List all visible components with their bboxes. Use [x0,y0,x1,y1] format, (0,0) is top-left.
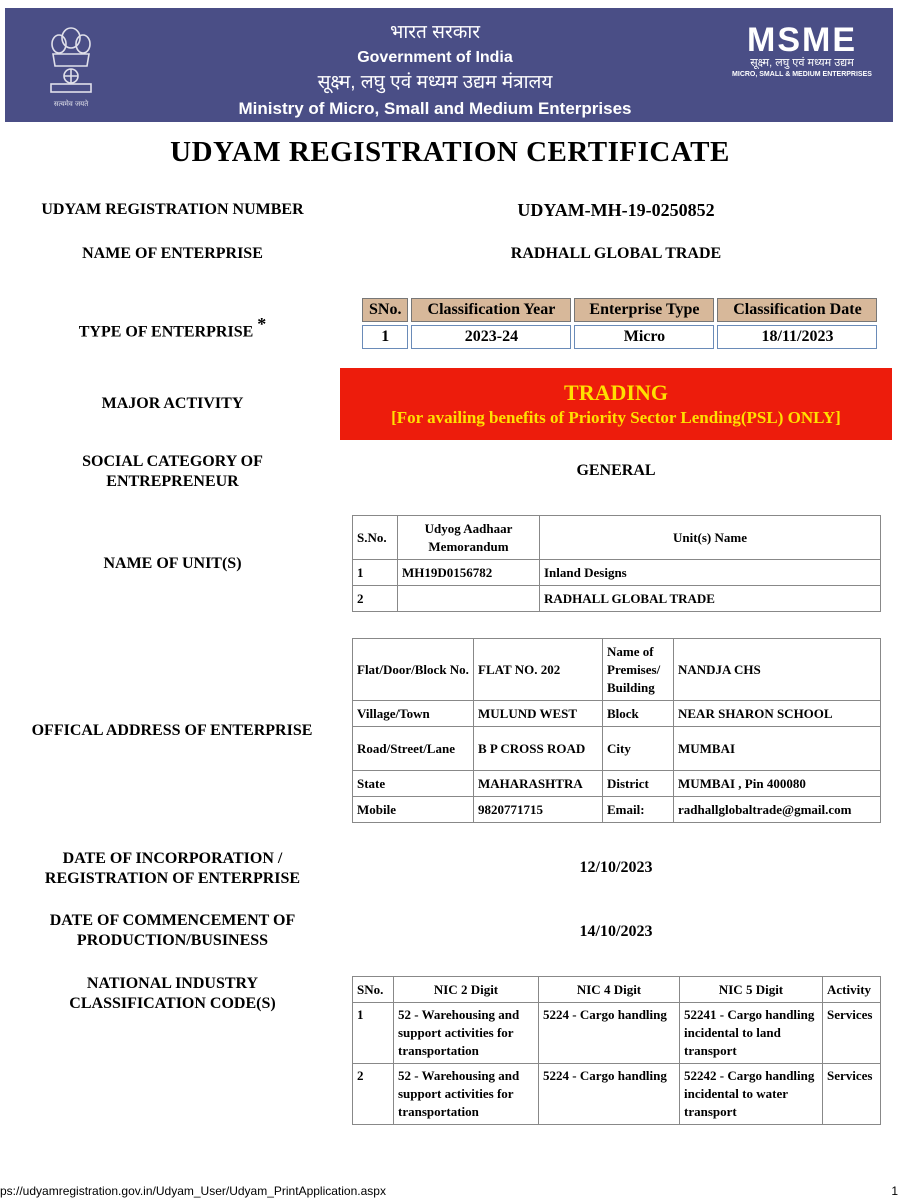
classification-header-type: Enterprise Type [574,298,714,322]
address-field-label: Name of Premises/ Building [603,639,674,701]
nic-row-2digit: 52 - Warehousing and support activities for transportation [394,1064,539,1125]
major-activity-value: TRADING [564,380,668,405]
units-header-unit-name: Unit(s) Name [540,516,881,560]
address-field-label: Email: [603,797,674,823]
address-row [353,727,881,771]
units-label: NAME OF UNIT(S) [103,555,242,572]
address-field-label: Village/Town [353,701,474,727]
address-field-value: MUMBAI [674,727,881,771]
address-field-value: MUMBAI , Pin 400080 [674,771,881,797]
hindi-ministry-title: सूक्ष्म, लघु एवं मध्यम उद्यम मंत्रालय [317,72,553,93]
units-row-name: RADHALL GLOBAL TRADE [540,586,881,612]
commencement-date-value: 14/10/2023 [579,923,653,940]
nic-header-row [353,977,881,1003]
units-row-sno: 1 [353,560,398,586]
units-row [353,586,881,612]
units-row [353,560,881,586]
major-activity-note: [For availing benefits of Priority Sector Lending(PSL) ONLY] [391,408,841,427]
nic-codes-label: NATIONAL INDUSTRY CLASSIFICATION CODE(S) [69,975,276,1012]
address-row [353,639,881,701]
nic-row-5digit: 52242 - Cargo handling incidental to water transport [680,1064,823,1125]
nic-row-activity: Services [823,1003,881,1064]
government-header-banner [5,8,893,122]
nic-row-2digit: 52 - Warehousing and support activities for transportation [394,1003,539,1064]
social-category-label: SOCIAL CATEGORY OF ENTREPRENEUR [82,453,263,490]
units-row-name: Inland Designs [540,560,881,586]
enterprise-type-label-text: TYPE OF ENTERPRISE [78,323,254,341]
classification-enterprise-type: Micro [574,325,714,349]
address-field-label: Block [603,701,674,727]
nic-row-sno: 1 [353,1003,394,1064]
nic-header-5digit: NIC 5 Digit [680,977,823,1003]
nic-row [353,1003,881,1064]
english-government-title: Government of India [357,49,513,66]
registration-number-label: UDYAM REGISTRATION NUMBER [41,201,304,218]
units-header-memorandum: Udyog Aadhaar Memorandum [398,516,540,560]
classification-header-year: Classification Year [411,298,571,322]
address-field-value: MULUND WEST [474,701,603,727]
classification-header-sno: SNo. [362,298,408,322]
nic-header-2digit: NIC 2 Digit [394,977,539,1003]
incorporation-date-value: 12/10/2023 [579,859,653,876]
address-field-value: NANDJA CHS [674,639,881,701]
commencement-date-label: DATE OF COMMENCEMENT OF PRODUCTION/BUSINESS [49,912,296,949]
units-row-memorandum: MH19D0156782 [398,560,540,586]
msme-hindi-tagline: सूक्ष्म, लघु एवं मध्यम उद्यम [750,57,854,69]
units-header-row [353,516,881,560]
units-table [352,515,881,612]
address-label: OFFICAL ADDRESS OF ENTERPRISE [31,722,313,739]
address-field-label: Mobile [353,797,474,823]
enterprise-type-label [20,314,325,342]
msme-english-tagline: MICRO, SMALL & MEDIUM ENTERPRISES [732,71,872,78]
registration-number-value: UDYAM-MH-19-0250852 [517,200,715,220]
nic-header-4digit: NIC 4 Digit [539,977,680,1003]
nic-codes-table [352,976,881,1125]
address-field-value: MAHARASHTRA [474,771,603,797]
certificate-title: UDYAM REGISTRATION CERTIFICATE [170,136,730,168]
nic-row-activity: Services [823,1064,881,1125]
address-field-value: radhallglobaltrade@gmail.com [674,797,881,823]
classification-header-date: Classification Date [717,298,877,322]
classification-header-row [362,298,877,322]
units-header-sno: S.No. [353,516,398,560]
address-row [353,701,881,727]
address-field-label: Road/Street/Lane [353,727,474,771]
address-field-value: 9820771715 [474,797,603,823]
address-field-value: FLAT NO. 202 [474,639,603,701]
emblem-motto: सत्यमेव जयते [53,100,89,108]
address-field-value: NEAR SHARON SCHOOL [674,701,881,727]
address-field-label: City [603,727,674,771]
classification-date: 18/11/2023 [717,325,877,349]
english-ministry-title: Ministry of Micro, Small and Medium Enterprises [238,99,632,118]
address-row [353,797,881,823]
units-row-sno: 2 [353,586,398,612]
major-activity-banner [340,368,892,440]
nic-row-4digit: 5224 - Cargo handling [539,1064,680,1125]
msme-logo [732,21,872,80]
nic-header-activity: Activity [823,977,881,1003]
header-titles [205,20,665,122]
units-row-memorandum [398,586,540,612]
classification-sno: 1 [362,325,408,349]
enterprise-name-label: NAME OF ENTERPRISE [82,245,263,262]
nic-row [353,1064,881,1125]
major-activity-label: MAJOR ACTIVITY [101,395,244,412]
classification-table [359,295,880,352]
nic-row-4digit: 5224 - Cargo handling [539,1003,680,1064]
address-table [352,638,881,823]
nic-header-sno: SNo. [353,977,394,1003]
hindi-government-title: भारत सरकार [389,22,481,43]
nic-row-5digit: 52241 - Cargo handling incidental to land transport [680,1003,823,1064]
nic-row-sno: 2 [353,1064,394,1125]
address-field-label: District [603,771,674,797]
incorporation-date-label: DATE OF INCORPORATION / REGISTRATION OF ENTERPRISE [44,850,301,887]
classification-year: 2023-24 [411,325,571,349]
address-field-label: State [353,771,474,797]
footer-page-number: 1 [891,1184,898,1198]
footer-url: ps://udyamregistration.gov.in/Udyam_User/Udyam_PrintApplication.aspx [0,1184,386,1198]
classification-row [362,325,877,349]
social-category-value: GENERAL [576,462,656,479]
enterprise-name-value: RADHALL GLOBAL TRADE [510,245,722,262]
address-field-value: B P CROSS ROAD [474,727,603,771]
national-emblem-icon [43,22,99,112]
msme-logo-mark: MSME [747,21,857,59]
enterprise-type-asterisk: * [257,314,267,334]
address-row [353,771,881,797]
address-field-label: Flat/Door/Block No. [353,639,474,701]
